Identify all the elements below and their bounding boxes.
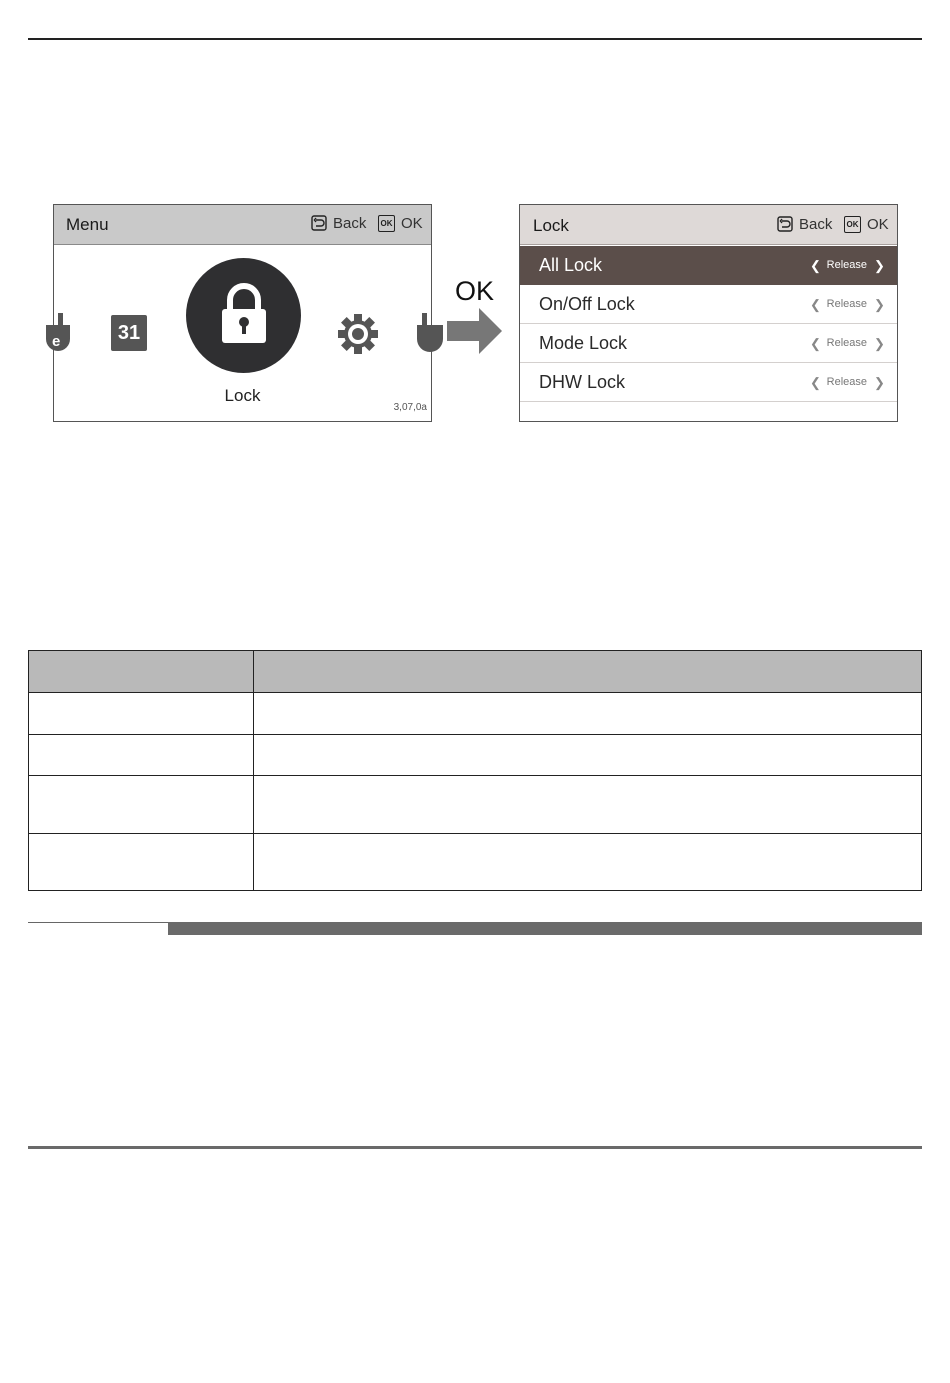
table-cell xyxy=(29,834,254,891)
right-arrow-icon xyxy=(447,308,503,354)
table-header-row xyxy=(29,651,922,693)
plug-icon-partial-left[interactable] xyxy=(54,313,74,355)
lock-menu-item[interactable] xyxy=(186,258,301,373)
lock-row-mode-lock[interactable] xyxy=(520,324,897,363)
version-label: 3,07,0a xyxy=(393,402,427,413)
gear-icon[interactable] xyxy=(337,313,379,355)
table-cell xyxy=(254,735,922,776)
top-rule xyxy=(28,38,922,40)
bottom-rule xyxy=(28,1146,922,1149)
chevron-right-icon[interactable]: ❯ xyxy=(874,297,885,312)
table-header-cell xyxy=(254,651,922,693)
table-row xyxy=(29,834,922,891)
row-value: Release xyxy=(826,376,867,388)
calendar-icon[interactable]: 31 xyxy=(111,315,147,351)
table-cell xyxy=(254,776,922,834)
menu-title: Menu xyxy=(66,215,109,234)
settings-table xyxy=(28,650,922,891)
chevron-left-icon[interactable]: ❮ xyxy=(810,336,821,351)
ok-button[interactable]: OK xyxy=(401,215,423,232)
back-icon[interactable] xyxy=(311,215,327,231)
row-value: Release xyxy=(826,259,867,271)
lock-header xyxy=(520,205,897,245)
plug-icon-partial-right[interactable] xyxy=(415,313,431,355)
lock-row-dhw-lock[interactable] xyxy=(520,363,897,402)
table-cell xyxy=(29,735,254,776)
lock-row-all-lock[interactable] xyxy=(520,246,897,285)
row-value: Release xyxy=(826,337,867,349)
lock-icon xyxy=(219,283,269,345)
lock-title: Lock xyxy=(533,216,569,235)
table-cell xyxy=(29,693,254,735)
table-row xyxy=(29,693,922,735)
table-cell xyxy=(254,693,922,735)
row-value: Release xyxy=(826,298,867,310)
lock-screen xyxy=(519,204,898,422)
row-label: All Lock xyxy=(539,255,603,275)
back-button[interactable]: Back xyxy=(333,215,367,232)
chevron-left-icon[interactable]: ❮ xyxy=(810,297,821,312)
row-label: On/Off Lock xyxy=(539,294,635,314)
table-cell xyxy=(29,776,254,834)
chevron-left-icon[interactable]: ❮ xyxy=(810,375,821,390)
svg-text:e: e xyxy=(52,333,61,350)
selected-item-label: Lock xyxy=(224,386,261,405)
table-row xyxy=(29,776,922,834)
arrow-ok-label: OK xyxy=(455,276,495,306)
chevron-right-icon[interactable]: ❯ xyxy=(874,336,885,351)
ok-icon[interactable]: OK xyxy=(378,215,395,232)
ok-icon[interactable]: OK xyxy=(844,216,861,233)
lock-row-onoff-lock[interactable] xyxy=(520,285,897,324)
menu-header xyxy=(54,205,431,245)
chevron-right-icon[interactable]: ❯ xyxy=(874,258,885,273)
note-header-bar xyxy=(168,922,922,935)
note-divider-line xyxy=(28,922,168,923)
ok-button[interactable]: OK xyxy=(867,216,889,233)
row-label: DHW Lock xyxy=(539,372,626,392)
chevron-right-icon[interactable]: ❯ xyxy=(874,375,885,390)
table-header-cell xyxy=(29,651,254,693)
back-icon[interactable] xyxy=(777,216,793,232)
menu-screen xyxy=(53,204,432,422)
table-row xyxy=(29,735,922,776)
row-label: Mode Lock xyxy=(539,333,628,353)
back-button[interactable]: Back xyxy=(799,216,833,233)
chevron-left-icon[interactable]: ❮ xyxy=(810,258,821,273)
table-cell xyxy=(254,834,922,891)
